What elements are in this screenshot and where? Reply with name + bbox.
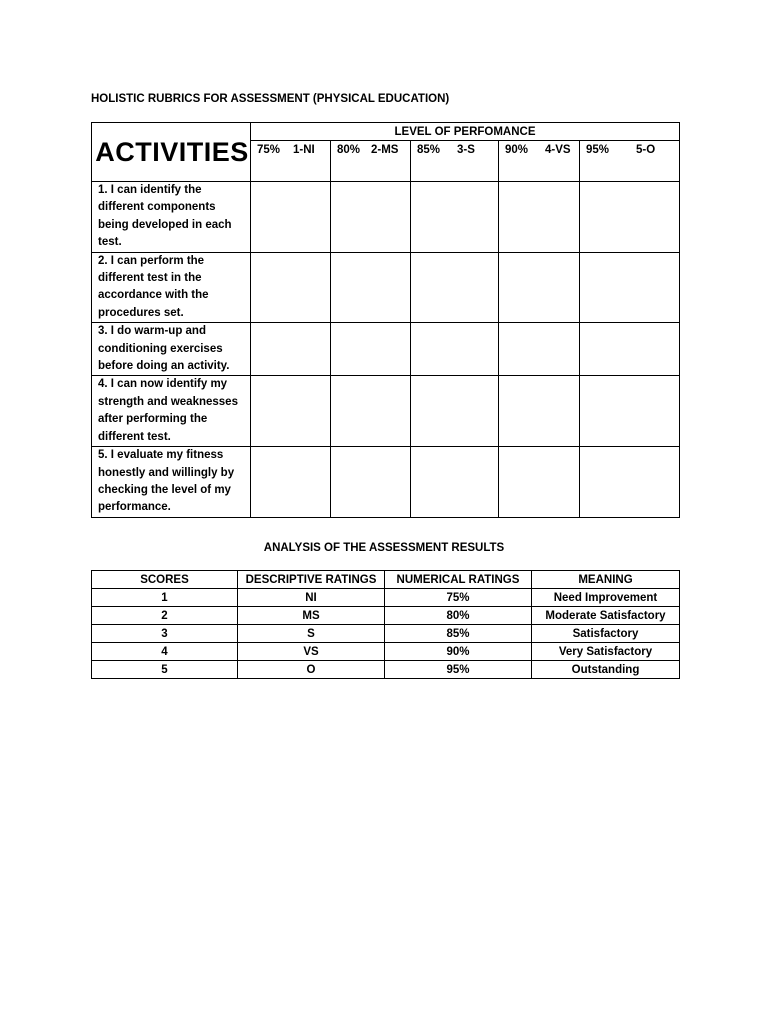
level-code: 3-S	[457, 144, 475, 156]
rating-cell[interactable]	[499, 182, 580, 253]
activity-line: after performing the	[98, 413, 208, 426]
meaning-cell: Satisfactory	[532, 625, 680, 643]
rating-cell[interactable]	[499, 252, 580, 323]
meaning-cell: Outstanding	[532, 661, 680, 679]
score-cell: 4	[92, 643, 238, 661]
rating-cell[interactable]	[580, 323, 680, 376]
numerical-cell: 75%	[385, 589, 532, 607]
numerical-ratings-header: NUMERICAL RATINGS	[385, 571, 532, 589]
activity-line: honestly and willingly by	[98, 466, 235, 479]
rating-cell[interactable]	[331, 447, 411, 518]
level-percent: 95%	[586, 144, 610, 156]
level-code: 1-NI	[293, 144, 315, 156]
rating-cell[interactable]	[331, 323, 411, 376]
activity-line: different test in the	[98, 272, 202, 285]
level-percent: 75%	[257, 144, 281, 156]
rating-cell[interactable]	[251, 252, 331, 323]
analysis-table	[91, 570, 680, 679]
level-column-header	[331, 141, 411, 182]
rating-cell[interactable]	[331, 182, 411, 253]
activity-line: 1. I can identify the	[98, 184, 202, 196]
rating-cell[interactable]	[580, 182, 680, 253]
numerical-cell: 95%	[385, 661, 532, 679]
meaning-cell: Moderate Satisfactory	[532, 607, 680, 625]
activity-2	[92, 252, 251, 323]
numerical-cell: 85%	[385, 625, 532, 643]
activity-3	[92, 323, 251, 376]
level-code: 2-MS	[371, 144, 399, 156]
rating-cell[interactable]	[411, 182, 499, 253]
activity-line: procedures set.	[98, 306, 184, 319]
activity-line: 2. I can perform the	[98, 254, 205, 267]
rating-cell[interactable]	[580, 376, 680, 447]
rating-cell[interactable]	[499, 447, 580, 518]
activity-5	[92, 447, 251, 518]
rating-cell[interactable]	[331, 376, 411, 447]
rating-cell[interactable]	[411, 447, 499, 518]
rating-cell[interactable]	[251, 323, 331, 376]
rating-cell[interactable]	[331, 252, 411, 323]
level-percent: 90%	[505, 144, 529, 156]
numerical-cell: 80%	[385, 607, 532, 625]
table-row	[92, 607, 680, 625]
level-column-header	[580, 141, 680, 182]
activity-line: before doing an activity.	[98, 360, 230, 373]
activity-line: conditioning exercises	[98, 342, 223, 355]
rating-cell[interactable]	[580, 252, 680, 323]
score-cell: 5	[92, 661, 238, 679]
activity-line: 5. I evaluate my fitness	[98, 449, 224, 462]
activity-line: being developed in each	[98, 218, 232, 231]
rating-cell[interactable]	[580, 447, 680, 518]
rating-cell[interactable]	[251, 376, 331, 447]
level-column-header	[251, 141, 331, 182]
rating-cell[interactable]	[411, 252, 499, 323]
descriptive-cell: NI	[238, 589, 385, 607]
score-cell: 1	[92, 589, 238, 607]
activity-line: strength and weaknesses	[98, 395, 238, 408]
table-row	[92, 625, 680, 643]
meaning-cell: Very Satisfactory	[532, 643, 680, 661]
activity-line: checking the level of my	[98, 483, 231, 496]
descriptive-cell: MS	[238, 607, 385, 625]
activity-line: 3. I do warm-up and	[98, 325, 206, 338]
level-percent: 80%	[337, 144, 361, 156]
activity-line: different components	[98, 201, 216, 214]
level-of-performance-header: LEVEL OF PERFOMANCE	[251, 123, 680, 141]
rubric-table	[91, 122, 680, 518]
rating-cell[interactable]	[411, 376, 499, 447]
document-title: HOLISTIC RUBRICS FOR ASSESSMENT (PHYSICAL EDUCATION)	[91, 93, 450, 105]
numerical-cell: 90%	[385, 643, 532, 661]
rating-cell[interactable]	[411, 323, 499, 376]
table-row	[92, 661, 680, 679]
activity-4	[92, 376, 251, 447]
descriptive-cell: S	[238, 625, 385, 643]
descriptive-ratings-header: DESCRIPTIVE RATINGS	[238, 571, 385, 589]
activity-line: accordance with the	[98, 289, 209, 302]
level-percent: 85%	[417, 144, 441, 156]
table-row	[92, 643, 680, 661]
activity-line: different test.	[98, 430, 171, 443]
activity-line: test.	[98, 236, 122, 249]
analysis-title: ANALYSIS OF THE ASSESSMENT RESULTS	[263, 542, 505, 554]
level-column-header	[411, 141, 499, 182]
level-code: 4-VS	[545, 144, 571, 156]
level-column-header	[499, 141, 580, 182]
descriptive-cell: VS	[238, 643, 385, 661]
activity-line: performance.	[98, 501, 171, 514]
meaning-cell: Need Improvement	[532, 589, 680, 607]
scores-header: SCORES	[92, 571, 238, 589]
score-cell: 2	[92, 607, 238, 625]
rating-cell[interactable]	[499, 376, 580, 447]
descriptive-cell: O	[238, 661, 385, 679]
rating-cell[interactable]	[251, 447, 331, 518]
table-row	[92, 589, 680, 607]
activity-1	[92, 182, 251, 253]
score-cell: 3	[92, 625, 238, 643]
meaning-header: MEANING	[532, 571, 680, 589]
rating-cell[interactable]	[499, 323, 580, 376]
rating-cell[interactable]	[251, 182, 331, 253]
level-code: 5-O	[636, 144, 656, 156]
activities-header: ACTIVITIES	[92, 123, 251, 182]
activity-line: 4. I can now identify my	[98, 378, 228, 391]
